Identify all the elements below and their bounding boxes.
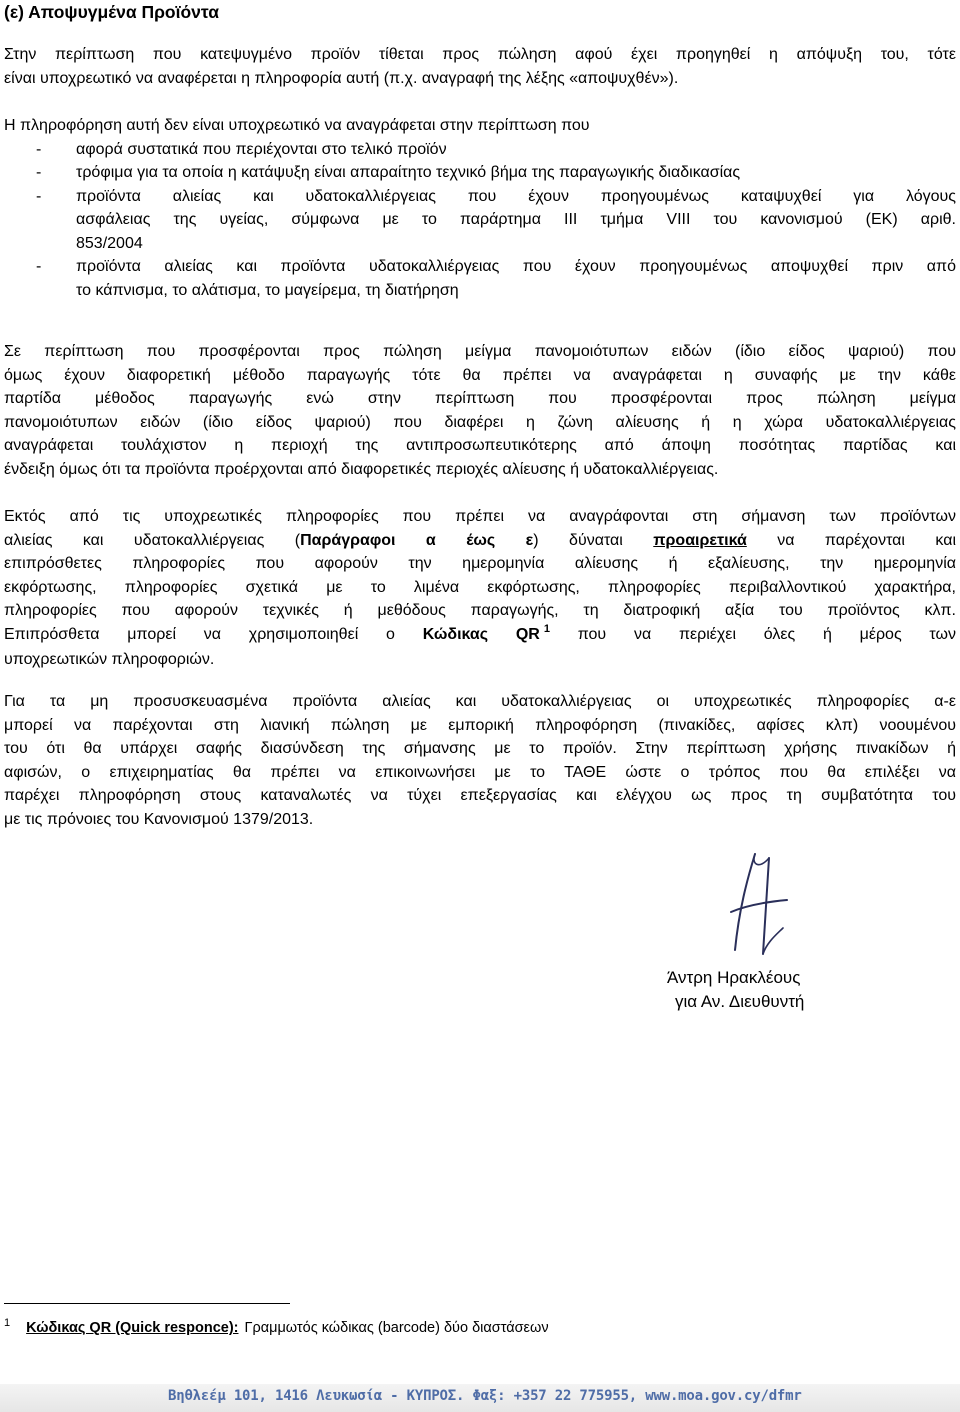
mixture-line-4: πανομοιότυπων ειδών (ίδιο είδος ψαριού) που διαφέρει η ζώνη αλίευσης ή η χώρα υδατοκαλλιέργειας — [4, 413, 956, 431]
list-item — [4, 255, 956, 302]
qr-code-term: Κώδικας QR — [422, 625, 540, 643]
unpackaged-line-4: αφισών, ο επιχειρηματίας θα πρέπει να επικοινωνήσει με το ΤΑΘΕ ώστε ο τρόπος που θα επιλέξει να — [4, 763, 956, 781]
optional-line-2: αλιείας και υδατοκαλλιέργειας (Παράγραφοι α έως ε) δύναται προαιρετικά να παρέχονται και — [4, 531, 957, 549]
letterhead-footer — [0, 1384, 960, 1412]
footnote-separator — [4, 1303, 290, 1304]
optional-line-5: πληροφορίες που αφορούν τεχνικές ή μεθόδους παραγωγής, τη διατροφική αξία του προϊόντος κλπ. — [4, 602, 956, 619]
mixture-paragraph — [4, 340, 956, 481]
exception-item-2: τρόφιμα για τα οποία η κατάψυξη είναι απαραίτητο τεχνικό βήμα της παραγωγικής διαδικασίας — [76, 164, 741, 181]
exception-item-3-line-3: 853/2004 — [76, 234, 143, 252]
unpackaged-line-1: Για τα μη προσυσκευασμένα προϊόντα αλιείας και υδατοκαλλιέργειας οι υποχρεωτικές πληροφορίες α-ε — [4, 693, 956, 710]
footnote — [4, 1318, 549, 1339]
footer-address: Βηθλεέμ 101, 1416 Λευκωσία - ΚΥΠΡΟΣ. Φαξ: +357 22 775955, www.moa.gov.cy/dfmr — [168, 1388, 802, 1404]
list-dash: - — [36, 140, 42, 158]
intro-paragraph — [4, 43, 956, 90]
footnote-text: Γραμμωτός κώδικας (barcode) δύο διαστάσεων — [244, 1320, 549, 1336]
list-dash: - — [36, 258, 42, 275]
unpackaged-line-5: παρέχει πληροφόρηση στους καταναλωτές να τύχει επεξεργασίας και ελέγχου ως προς τη συμβατότητα του — [4, 787, 956, 804]
footnote-reference: 1 — [543, 622, 550, 635]
exception-item-4-line-2: το κάπνισμα, το αλάτισμα, το μαγείρεμα, τη διατήρηση — [76, 281, 459, 299]
mixture-line-5: αναγράφεται τουλάχιστον η περιοχή της αντιπροσωπευτικότερης από άποψη ποσότητας παρτίδας και — [4, 437, 956, 454]
mixture-line-2: όμως έχουν διαφορετική μέθοδο παραγωγής τότε θα πρέπει να αναγράφεται η συναφής με την κάθε — [4, 366, 956, 384]
footnote-term: Κώδικας QR (Quick responce): — [26, 1320, 239, 1336]
unpackaged-line-2: μπορεί να παρέχονται στη λιανική πώληση με εμπορική πληροφόρηση (πινακίδες, αφίσες κλπ) νοουμένου — [4, 716, 956, 734]
unpackaged-line-6: με τις πρόνοιες του Κανονισμού 1379/2013. — [4, 810, 314, 828]
unpackaged-paragraph — [4, 690, 956, 831]
optional-line-7: υποχρεωτικών πληροφοριών. — [4, 651, 215, 668]
footnote-number: 1 — [4, 1317, 11, 1329]
list-item — [4, 161, 956, 185]
mixture-line-6: ένδειξη όμως ότι τα προϊόντα προέρχονται από διαφορετικές περιοχές αλίευσης ή υδατοκαλλιέργειας. — [4, 460, 719, 478]
paragraphs-reference: Παράγραφοι α έως ε — [300, 531, 534, 549]
section-heading: (ε) Αποψυγμένα Προϊόντα — [4, 2, 219, 22]
exception-item-3-line-1: προϊόντα αλιείας και υδατοκαλλιέργειας που έχουν προηγουμένως καταψυχθεί για λόγους — [76, 187, 956, 205]
exceptions-block — [4, 114, 956, 302]
optional-line-6: Επιπρόσθετα μπορεί να χρησιμοποιηθεί ο Κώδικας QR $^1$ που να περιέχει όλες ή μέρος των — [4, 622, 957, 643]
unpackaged-line-3: του ότι θα υπάρχει σαφής διασύνδεση της σήμανσης με το προϊόν. Στην περίπτωση χρήσης πινακίδων ή — [4, 740, 956, 757]
exceptions-lead: Η πληροφόρηση αυτή δεν είναι υποχρεωτικό να αναγράφεται στην περίπτωση που — [4, 117, 590, 134]
list-item — [4, 185, 956, 256]
handwritten-signature — [725, 850, 795, 960]
list-item — [4, 138, 956, 162]
mixture-line-3: παρτίδα μέθοδος παραγωγής ενώ στην περίπτωση που προσφέρονται προς πώληση μείγμα — [4, 390, 956, 407]
optional-line-1: Εκτός από τις υποχρεωτικές πληροφορίες που πρέπει να αναγράφονται στη σήμανση των προϊόντων — [4, 508, 956, 525]
list-dash: - — [36, 164, 42, 181]
signatory-name: Άντρη Ηρακλέους — [667, 968, 801, 987]
optional-line-3: επιπρόσθετες πληροφορίες που αφορούν την ημερομηνία αλίευσης ή εξαλίευσης, την ημερομηνία — [4, 555, 956, 572]
intro-line-2: είναι υποχρεωτικό να αναφέρεται η πληροφορία αυτή (π.χ. αναγραφή της λέξης «αποψυχθέν»). — [4, 69, 679, 87]
signatory-block — [667, 966, 804, 1014]
exception-item-3-line-2: ασφάλειας της υγείας, σύμφωνα με το παράρτημα ΙΙΙ τμήμα VIII του κανονισμού (ΕΚ) αριθ. — [76, 211, 956, 228]
optional-emphasis: προαιρετικά — [653, 531, 747, 549]
optional-info-paragraph — [4, 505, 956, 672]
mixture-line-1: Σε περίπτωση που προσφέρονται προς πώληση μείγμα πανομοιότυπων ειδών (ίδιο είδος ψαριού) που — [4, 343, 956, 360]
exception-item-4-line-1: προϊόντα αλιείας και προϊόντα υδατοκαλλιέργειας που έχουν προηγουμένως αποψυχθεί πριν από — [76, 258, 956, 275]
intro-line-1: Στην περίπτωση που κατεψυγμένο προϊόν τίθεται προς πώληση αφού έχει προηγηθεί η απόψυξη του, τότε — [4, 46, 956, 63]
list-dash: - — [36, 187, 42, 205]
exception-item-1: αφορά συστατικά που περιέχονται στο τελικό προϊόν — [76, 140, 447, 158]
optional-line-4: εκφόρτωσης, πληροφορίες σχετικά με το λιμένα εκφόρτωσης, πληροφορίες περιβαλλοντικού χαρακτήρα, — [4, 578, 956, 596]
signatory-role: για Αν. Διευθυντή — [675, 992, 805, 1011]
